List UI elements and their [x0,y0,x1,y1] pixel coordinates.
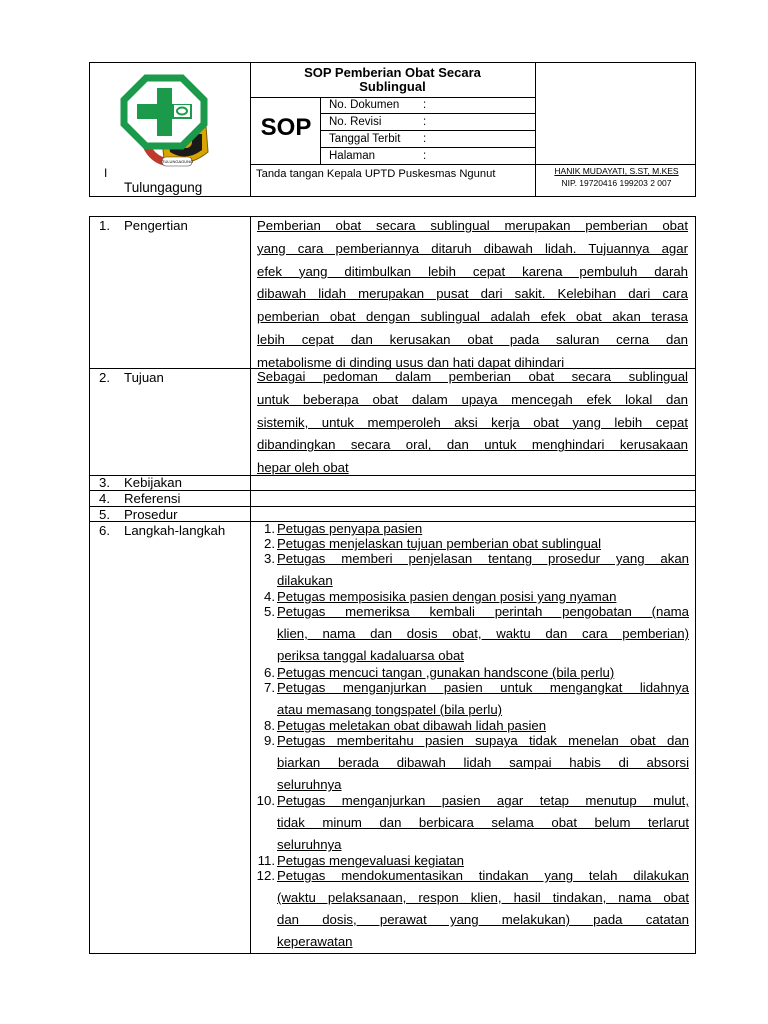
step-line: Petugas memeriksa kembali perintah pengobatan (nama [277,604,689,619]
section-label-kebijakan: Kebijakan [124,475,182,490]
field-no-revisi-label: No. Revisi [329,116,382,128]
step-line: keperawatan [277,934,353,949]
text-line: untuk beberapa obat dalam upaya mencegah efek lokal dan [257,391,688,407]
text-line: dibawah lidah merupakan pusat dari sakit. Kelebihan dari cara [257,286,688,302]
step-line: Petugas mendokumentasikan tindakan yang telah dilakukan [277,868,689,883]
step-line: Petugas meletakan obat dibawah lidah pasien [277,718,547,733]
text-line: sistemik, untuk memperoleh aksi kerja obat yang lebih cepat [257,414,688,430]
puskesmas-logo [120,74,212,174]
step-line: Petugas mencuci tangan ,gunakan handscone (bila perlu) [277,665,615,680]
step-line: seluruhnya [277,777,342,792]
step-line: Petugas menganjurkan pasien agar tetap menutup mulut, [277,793,689,808]
section-label-pengertian: Pengertian [124,218,188,233]
section-num: 3. [99,475,110,490]
official-nip: NIP. 19720416 199203 2 007 [561,178,672,188]
step-line: tidak minum dan berbicara selama obat belum terlarut [277,815,689,830]
step-line: Petugas memposisika pasien dengan posisi yang nyaman [277,589,617,604]
divider [89,506,696,507]
step-number: 5. [264,604,275,619]
step-line: Petugas menjelaskan tujuan pemberian obat sublingual [277,536,602,551]
divider [535,62,536,197]
field-no-revisi-sep: : [423,116,427,128]
section-num: 6. [99,523,110,538]
step-line: klien, nama dan dosis obat, waktu dan cara pemberian) [277,626,689,641]
title-line: SOP Pemberian Obat Secara [304,65,481,80]
field-no-dokumen-sep: : [423,99,427,111]
divider [250,164,696,165]
text-line: Pemberian obat secara sublingual merupakan pemberian obat [257,218,688,233]
field-halaman-label: Halaman [329,150,376,162]
step-number: 10. [256,793,275,808]
signature-label: Tanda tangan Kepala UPTD Puskesmas Ngunut [256,168,496,180]
text-line: lebih cepat dan kerusakan obat pada saluran cerna dan [257,331,688,347]
section-label-prosedur: Prosedur [124,507,178,522]
pengertian-text [257,215,688,375]
text-line: Sebagai pedoman dalam pemberian obat secara sublingual [257,369,688,384]
step-line: (waktu pelaksanaan, respon klien, hasil tindakan, nama obat [277,890,689,905]
tujuan-text [257,366,688,480]
text-line: efek yang ditimbulkan lebih cepat karena pembuluh darah [257,263,688,279]
step-line: dan dosis, perawat yang melakukan) pada catatan [277,912,689,927]
title-line: Sublingual [359,79,426,94]
step-number: 12. [256,868,275,883]
section-num: 4. [99,491,110,506]
text-line: yang cara pemberiannya ditaruh dibawah lidah. Tujuannya agar [257,240,688,256]
section-num: 5. [99,507,110,522]
section-label-langkah: Langkah-langkah [124,523,226,538]
step-line: Petugas memberitahu pasien supaya tidak menelan obat dan [277,733,689,748]
step-line: periksa tanggal kadaluarsa obat [277,648,464,663]
step-line: biarkan berada dibawah lidah sampai habis di absorsi [277,755,689,770]
text-line: dibandingkan secara oral, dan untuk menghindari kerusakaan [257,437,688,453]
section-label-referensi: Referensi [124,491,181,506]
region-prefix: I [104,166,108,180]
step-number: 1. [264,521,275,536]
divider [320,113,535,114]
field-no-dokumen-label: No. Dokumen [329,99,400,111]
document-title [250,66,535,94]
step-line: dilakukan [277,573,333,588]
divider [250,216,251,954]
official-name: HANIK MUDAYATI, S.ST, M.KES [554,166,679,176]
step-number: 8. [264,718,275,733]
step-line: Petugas mengevaluasi kegiatan [277,853,464,868]
text-line: metabolisme di dinding usus dan hati dapat dihindari [257,354,565,370]
divider [320,130,535,131]
section-num: 1. [99,218,110,233]
step-number: 6. [264,665,275,680]
text-line: pemberian obat dengan sublingual adalah efek obat akan terasa [257,309,688,325]
field-tanggal-terbit-sep: : [423,133,427,145]
divider [320,147,535,148]
step-number: 7. [264,680,275,695]
divider [250,97,535,98]
step-number: 11. [257,853,275,868]
step-number: 2. [264,536,275,551]
step-line: seluruhnya [277,837,342,852]
region-name: Tulungagung [124,180,203,195]
sop-label: SOP [260,114,312,141]
step-number: 9. [264,733,275,748]
field-halaman-sep: : [423,150,427,162]
section-label-tujuan: Tujuan [124,370,164,385]
field-tanggal-terbit-label: Tanggal Terbit [329,133,401,145]
logo-ribbon-text: TULUNGAGUNG [162,159,194,164]
step-line: atau memasang tongspatel (bila perlu) [277,702,503,717]
step-line: Petugas memberi penjelasan tentang prosedur yang akan [277,551,689,566]
step-line: Petugas penyapa pasien [277,521,423,536]
step-number: 4. [264,589,275,604]
text-line: hepar oleh obat [257,460,349,476]
step-line: Petugas menganjurkan pasien untuk mengangkat lidahnya [277,680,689,695]
section-num: 2. [99,370,110,385]
step-number: 3. [264,551,275,566]
